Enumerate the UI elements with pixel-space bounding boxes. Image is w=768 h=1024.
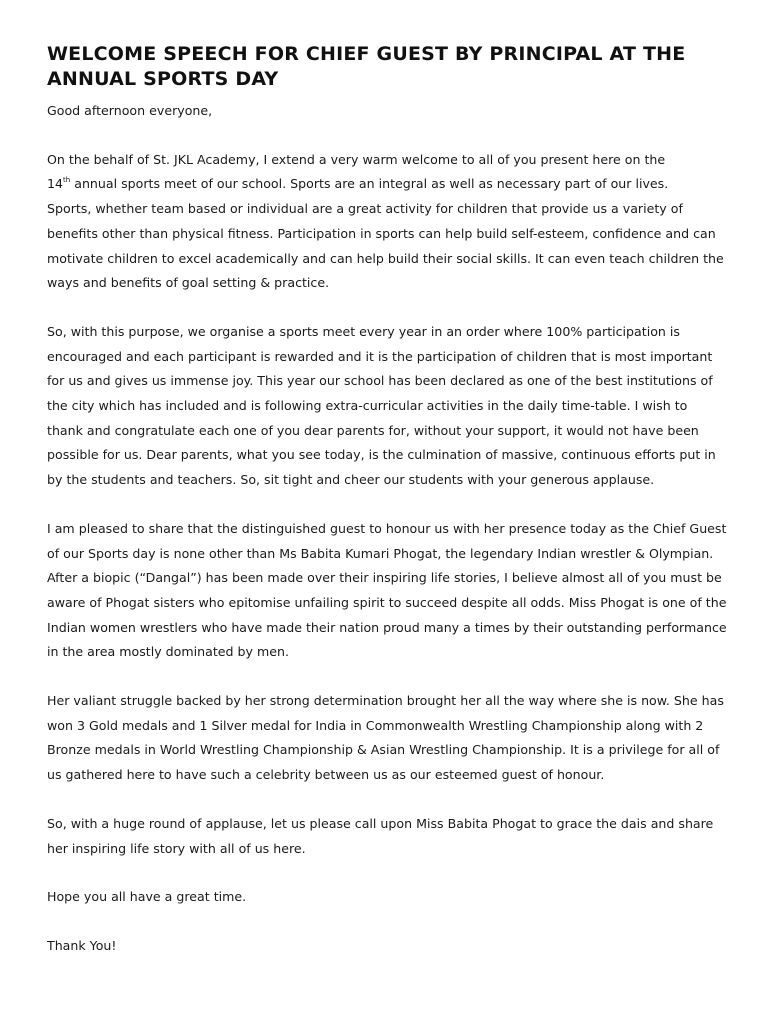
- paragraph-2: So, with this purpose, we organise a sports meet every year in an order where 100% participation is encouraged and each participant is rewarded and it is the participation of children that is most important for us and gives us immense joy. This year our school has been declared as one of the best institutions of the city which has included and is following extra-curricular activities in the daily time-table. I wish to thank and congratulate each one of you dear parents for, without your support, it would not have been possible for us. Dear parents, what you see today, is the culmination of massive, continuous efforts put in by the students and teachers. So, sit tight and cheer our students with your generous applause.: [47, 323, 716, 488]
- ordinal-suffix: th: [63, 176, 71, 185]
- greeting: Good afternoon everyone,: [47, 103, 213, 118]
- paragraph-1-line-1: On the behalf of St. JKL Academy, I extend a very warm welcome to all of you present here on the: [47, 151, 666, 167]
- paragraph-1-rest: Sports, whether team based or individual are a great activity for children that provide us a variety of benefits other than physical fitness. Participation in sports can help build self-esteem, confidence and can motivate children to excel academically and can help build their social skills. It can even teach children the ways and benefits of goal setting & practice.: [47, 201, 724, 291]
- paragraph-1-line-2-text: annual sports meet of our school. Sports are an integral as well as necessary part of our lives.: [70, 176, 669, 192]
- paragraph-1: [47, 148, 727, 296]
- paragraph-6: Hope you all have a great time.: [47, 889, 247, 905]
- paragraph-3: I am pleased to share that the distinguished guest to honour us with her presence today as the Chief Guest of our Sports day is none other than Ms Babita Kumari Phogat, the legendary Indian wrestler & Olympian. After a biopic (“Dangal”) has been made over their inspiring life stories, I believe almost all of you must be aware of Phogat sisters who epitomise unfailing spirit to succeed despite all odds. Miss Phogat is one of the Indian women wrestlers who have made their nation proud many a times by their outstanding performance in the area mostly dominated by men.: [47, 520, 727, 660]
- paragraph-1-line-2: [47, 172, 727, 197]
- paragraph-4: Her valiant struggle backed by her strong determination brought her all the way where she is now. She has won 3 Gold medals and 1 Silver medal for India in Commonwealth Wrestling Championship along with 2 Bronze medals in World Wrestling Championship & Asian Wrestling Championship. It is a privilege for all of us gathered here to have such a celebrity between us as our esteemed guest of honour.: [47, 693, 724, 783]
- paragraph-5: So, with a huge round of applause, let us please call upon Miss Babita Phogat to grace the dais and share her inspiring life story with all of us here.: [47, 815, 714, 856]
- closing: Thank You!: [47, 937, 117, 953]
- document-page: [47, 42, 727, 983]
- document-title: WELCOME SPEECH FOR CHIEF GUEST BY PRINCIPAL AT THE ANNUAL SPORTS DAY: [47, 43, 686, 90]
- ordinal-number: 14: [47, 176, 64, 192]
